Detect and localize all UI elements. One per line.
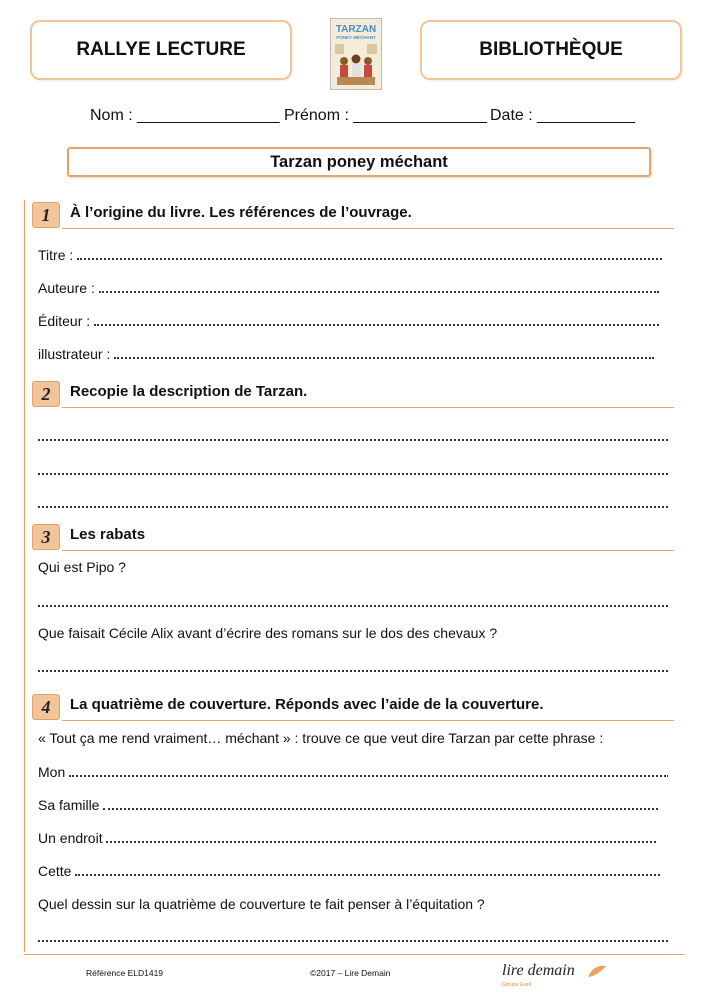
section-4-prompt: « Tout ça me rend vraiment… méchant » : trouve ce que veut dire Tarzan par cette phrase :: [38, 730, 604, 746]
answer-dots[interactable]: [99, 290, 659, 293]
section-rule: [62, 720, 674, 721]
section-title: À l’origine du livre. Les références de l’ouvrage.: [70, 204, 412, 221]
cover-title: TARZAN: [335, 24, 377, 35]
field-mon[interactable]: [38, 764, 668, 780]
leaf-icon: [586, 963, 608, 979]
field-illustrateur[interactable]: [38, 346, 668, 362]
section-title: Recopie la description de Tarzan.: [70, 383, 308, 400]
field-label: Éditeur :: [38, 313, 91, 329]
field-label: illustrateur :: [38, 346, 111, 362]
book-cover-image: [330, 18, 382, 90]
section-number-badge: 3: [32, 524, 60, 550]
field-label: Un endroit: [38, 830, 103, 846]
field-sa-famille[interactable]: [38, 797, 668, 813]
answer-dots[interactable]: [75, 873, 660, 876]
footer-copyright: ©2017 – Lire Demain: [310, 968, 391, 978]
section-title: La quatrième de couverture. Réponds avec l’aide de la couverture.: [70, 696, 544, 713]
book-title: Tarzan poney méchant: [270, 152, 448, 171]
answer-dots[interactable]: [69, 774, 668, 777]
field-label: Cette: [38, 863, 72, 879]
field-cette[interactable]: [38, 863, 668, 879]
answer-dots[interactable]: [94, 323, 659, 326]
answer-dots[interactable]: [77, 257, 662, 260]
answer-line[interactable]: [38, 940, 668, 942]
answer-dots[interactable]: [114, 356, 654, 359]
answer-line[interactable]: [38, 506, 668, 508]
section-number-badge: 4: [32, 694, 60, 720]
answer-dots[interactable]: [103, 807, 658, 810]
book-title-bar: [67, 147, 651, 177]
question-cecile-alix: Que faisait Cécile Alix avant d’écrire des romans sur le dos des chevaux ?: [38, 625, 498, 641]
lire-demain-logo: lire demain: [502, 962, 575, 979]
section-title: Les rabats: [70, 526, 146, 543]
field-label: Auteure :: [38, 280, 95, 296]
section-number-badge: 2: [32, 381, 60, 407]
answer-dots[interactable]: [106, 840, 656, 843]
section-number-badge: 1: [32, 202, 60, 228]
footer-reference: Référence ELD1419: [86, 968, 164, 978]
field-label: Titre :: [38, 247, 74, 263]
footer: [24, 954, 684, 995]
lire-demain-logo-subtitle: Groupe Eveil: [502, 982, 531, 988]
bibliotheque-box: [420, 20, 682, 80]
field-label: Sa famille: [38, 797, 100, 813]
answer-line[interactable]: [38, 473, 668, 475]
field-titre[interactable]: [38, 247, 668, 263]
answer-line[interactable]: [38, 439, 668, 441]
question-equitation: Quel dessin sur la quatrième de couverture te fait penser à l’équitation ?: [38, 896, 485, 912]
field-auteure[interactable]: [38, 280, 668, 296]
answer-line[interactable]: [38, 605, 668, 607]
field-editeur[interactable]: [38, 313, 668, 329]
date-field[interactable]: Date : ___________: [490, 107, 636, 124]
left-margin-rule: [24, 200, 25, 952]
nom-field[interactable]: Nom : ________________: [90, 107, 280, 124]
question-pipo: Qui est Pipo ?: [38, 559, 126, 575]
section-rule: [62, 407, 674, 408]
prenom-field[interactable]: Prénom : _______________: [284, 107, 487, 124]
field-un-endroit[interactable]: [38, 830, 668, 846]
cover-subtitle: PONEY MÉCHANT: [336, 35, 376, 40]
section-rule: [62, 228, 674, 229]
answer-line[interactable]: [38, 670, 668, 672]
rallye-lecture-label: RALLYE LECTURE: [76, 39, 246, 60]
section-rule: [62, 550, 674, 551]
field-label: Mon: [38, 764, 66, 780]
rallye-lecture-box: [30, 20, 292, 80]
bibliotheque-label: BIBLIOTHÈQUE: [479, 39, 623, 60]
